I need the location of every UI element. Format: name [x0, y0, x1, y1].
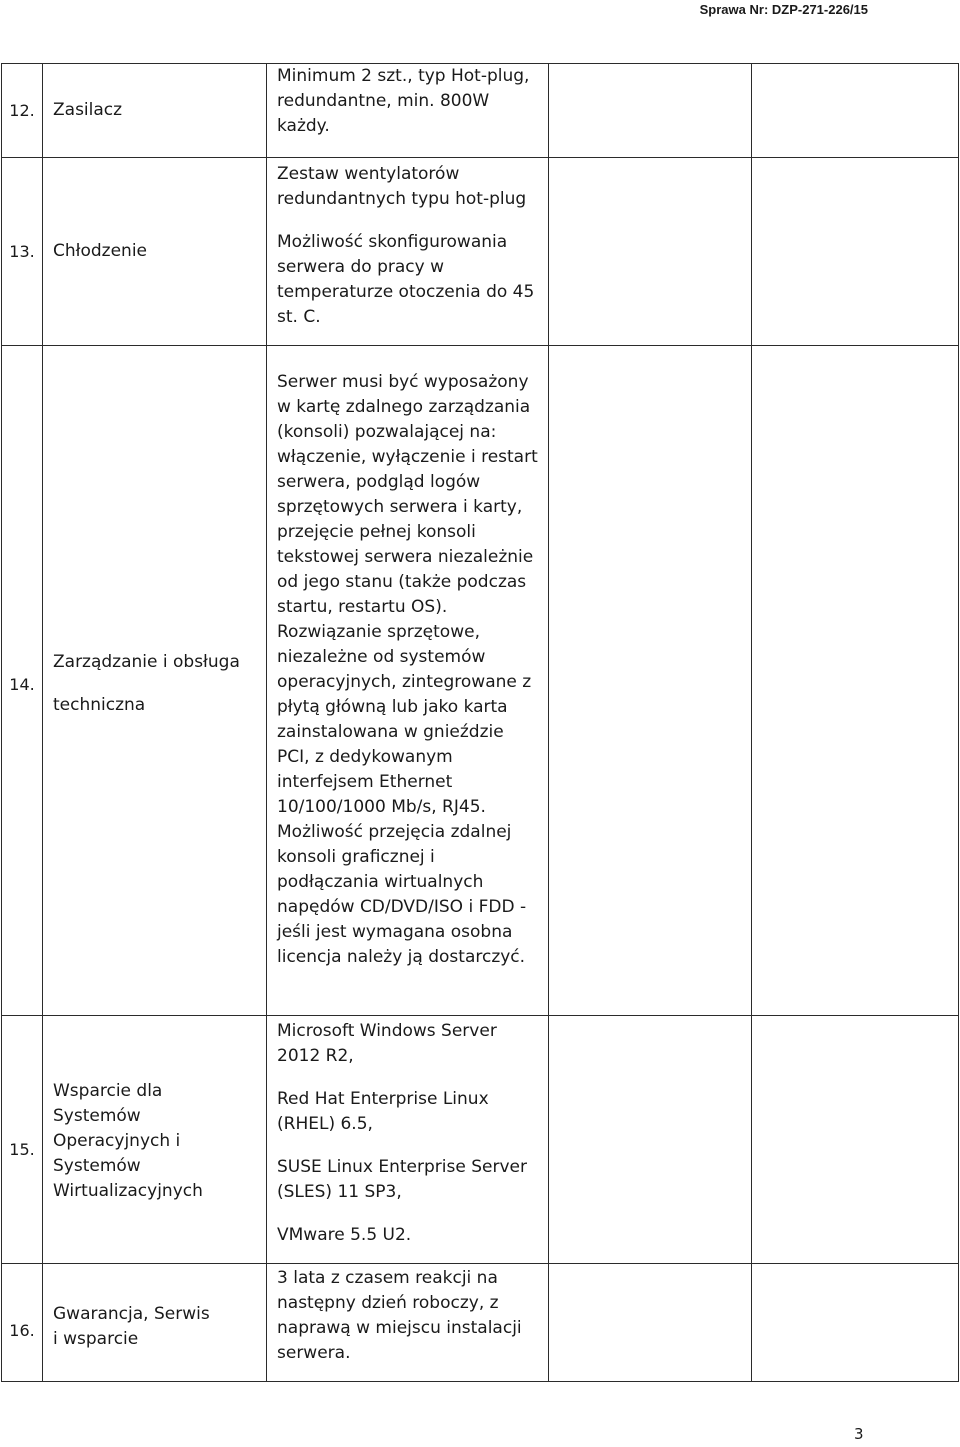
req-line: startu, restartu OS). [277, 597, 448, 617]
req-line: napędów CD/DVD/ISO i FDD - [277, 897, 527, 917]
req-line: 3 lata z czasem reakcji na [277, 1268, 498, 1288]
req-line: Możliwość skonfigurowania [277, 232, 508, 252]
req-line: konsoli graficznej i [277, 847, 435, 867]
component-name [43, 64, 267, 158]
row-number: 14. [2, 346, 43, 1016]
name-line: techniczna [53, 694, 146, 715]
req-line: od jego stanu (także podczas [277, 572, 527, 592]
answer-cell[interactable] [549, 1264, 752, 1382]
req-line: podłączania wirtualnych [277, 872, 484, 892]
req-line: Możliwość przejęcia zdalnej [277, 822, 512, 842]
req-line: włączenie, wyłączenie i restart [277, 447, 538, 467]
case-reference: Sprawa Nr: DZP-271-226/15 [699, 2, 868, 17]
req-line: (konsoli) pozwalającej na: [277, 422, 497, 442]
notes-cell[interactable] [752, 1264, 959, 1382]
notes-cell[interactable] [752, 1016, 959, 1264]
notes-cell[interactable] [752, 346, 959, 1016]
name-line: Operacyjnych i [53, 1131, 181, 1151]
req-line: Red Hat Enterprise Linux [277, 1089, 489, 1109]
requirement-cell [267, 1016, 549, 1264]
table-row-15 [2, 1016, 959, 1264]
name-line: Gwarancja, Serwis [53, 1303, 210, 1324]
row-number: 13. [2, 158, 43, 346]
requirement-cell [267, 158, 549, 346]
req-line: Rozwiązanie sprzętowe, [277, 622, 480, 642]
name-line: Systemów [53, 1106, 141, 1126]
req-line: Microsoft Windows Server [277, 1021, 497, 1041]
req-line: VMware 5.5 U2. [277, 1225, 412, 1245]
req-line: interfejsem Ethernet [277, 772, 453, 792]
table-row-16 [2, 1264, 959, 1382]
name-line: Wirtualizacyjnych [53, 1181, 203, 1201]
req-line: PCI, z dedykowanym [277, 747, 453, 767]
req-line: następny dzień roboczy, z [277, 1293, 499, 1313]
row-number: 15. [2, 1016, 43, 1264]
answer-cell[interactable] [549, 64, 752, 158]
name-line: Systemów [53, 1156, 141, 1176]
requirement-cell [267, 64, 549, 158]
req-line: SUSE Linux Enterprise Server [277, 1157, 527, 1177]
requirement-cell [267, 1264, 549, 1382]
specification-table [1, 63, 959, 1382]
req-line: jeśli jest wymagana osobna [277, 922, 513, 942]
notes-cell[interactable] [752, 158, 959, 346]
table-row-14 [2, 346, 959, 1016]
req-line: redundantne, min. 800W [277, 91, 490, 111]
component-name [43, 346, 267, 1016]
req-line: operacyjnych, zintegrowane z [277, 672, 532, 692]
req-line: 10/100/1000 Mb/s, RJ45. [277, 797, 486, 817]
req-line: 2012 R2, [277, 1046, 354, 1066]
name-line: Zarządzanie i obsługa [53, 651, 240, 672]
req-line: serwera, podgląd logów [277, 472, 481, 492]
req-line: Minimum 2 szt., typ Hot-plug, [277, 66, 530, 86]
req-line: każdy. [277, 116, 330, 136]
req-line: redundantnych typu hot-plug [277, 189, 527, 209]
table-row-13 [2, 158, 959, 346]
req-line: sprzętowych serwera i karty, [277, 497, 523, 517]
req-line: st. C. [277, 307, 321, 327]
component-name [43, 1016, 267, 1264]
req-line: serwera. [277, 1343, 351, 1363]
req-line: (SLES) 11 SP3, [277, 1182, 402, 1202]
table-row-12 [2, 64, 959, 158]
req-line: tekstowej serwera niezależnie [277, 547, 534, 567]
req-line: temperaturze otoczenia do 45 [277, 282, 535, 302]
answer-cell[interactable] [549, 346, 752, 1016]
row-number: 12. [2, 64, 43, 158]
row-number: 16. [2, 1264, 43, 1382]
req-line: Zestaw wentylatorów [277, 164, 460, 184]
component-name [43, 1264, 267, 1382]
name-line: Zasilacz [53, 100, 123, 120]
notes-cell[interactable] [752, 64, 959, 158]
req-line: płytą główną lub jako karta [277, 697, 508, 717]
answer-cell[interactable] [549, 158, 752, 346]
component-name [43, 158, 267, 346]
req-line: Serwer musi być wyposażony [277, 372, 529, 392]
answer-cell[interactable] [549, 1016, 752, 1264]
req-line: przejęcie pełnej konsoli [277, 522, 476, 542]
page-number: 3 [854, 1425, 864, 1443]
req-line: naprawą w miejscu instalacji [277, 1318, 522, 1338]
req-line: w kartę zdalnego zarządzania [277, 397, 531, 417]
req-line: niezależne od systemów [277, 647, 486, 667]
name-line: Chłodzenie [53, 241, 148, 261]
req-line: zainstalowana w gnieździe [277, 722, 504, 742]
req-line: serwera do pracy w [277, 257, 444, 277]
req-line: licencja należy ją dostarczyć. [277, 947, 526, 967]
name-line: i wsparcie [53, 1328, 139, 1349]
name-line: Wsparcie dla [53, 1081, 163, 1101]
req-line: (RHEL) 6.5, [277, 1114, 373, 1134]
requirement-cell [267, 346, 549, 1016]
